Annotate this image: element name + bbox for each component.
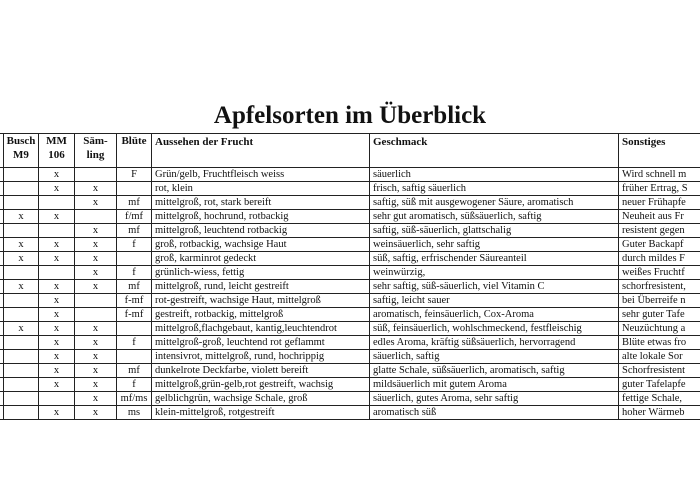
cell-bluete: f-mf [117,308,152,322]
cell-bluete: mf [117,280,152,294]
cell-saemling: x [75,238,117,252]
cell-busch: x [4,322,39,336]
cell-busch [4,406,39,420]
cell-sonstiges: guter Tafelapfe [619,378,700,392]
cell-mm: x [39,364,75,378]
cell-saemling [75,294,117,308]
cell-sonstiges: Neuzüchtung a [619,322,700,336]
cell-busch [4,350,39,364]
header-saemling: Säm- ling [75,134,117,168]
cell-aussehen: groß, rotbackig, wachsige Haut [152,238,370,252]
cell-geschmack: süß, feinsäuerlich, wohlschmeckend, festfleischig [370,322,619,336]
cell-mm: x [39,168,75,182]
table-row [0,252,700,266]
table-row [0,280,700,294]
cell-saemling: x [75,350,117,364]
cell-aussehen: gestreift, rotbackig, mittelgroß [152,308,370,322]
cell-mm: x [39,308,75,322]
cell-sonstiges: neuer Frühapfe [619,196,700,210]
cell-bluete [117,350,152,364]
cell-busch [4,364,39,378]
cell-aussehen: intensivrot, mittelgroß, rund, hochrippig [152,350,370,364]
cell-saemling: x [75,182,117,196]
cell-geschmack: sehr gut aromatisch, süßsäuerlich, saftig [370,210,619,224]
cell-bluete: f [117,336,152,350]
table-row [0,350,700,364]
cell-saemling: x [75,378,117,392]
table-body [0,168,700,420]
cell-sonstiges: durch mildes F [619,252,700,266]
table-row [0,364,700,378]
cell-geschmack: weinwürzig, [370,266,619,280]
cell-geschmack: weinsäuerlich, sehr saftig [370,238,619,252]
table-row [0,182,700,196]
cell-geschmack: frisch, saftig säuerlich [370,182,619,196]
cell-bluete: f [117,378,152,392]
cell-mm: x [39,252,75,266]
cell-sonstiges: schorfresistent, [619,280,700,294]
cell-mm: x [39,350,75,364]
cell-mm: x [39,294,75,308]
cell-geschmack: säuerlich, saftig [370,350,619,364]
document-title: Apfelsorten im Überblick [213,102,487,129]
cell-sonstiges: sehr guter Tafe [619,308,700,322]
cell-geschmack: aromatisch, feinsäuerlich, Cox-Aroma [370,308,619,322]
cell-aussehen: Grün/gelb, Fruchtfleisch weiss [152,168,370,182]
cell-geschmack: glatte Schale, süßsäuerlich, aromatisch, saftig [370,364,619,378]
table-row [0,168,700,182]
cell-busch [4,308,39,322]
table-row [0,238,700,252]
cell-bluete: F [117,168,152,182]
table-row [0,308,700,322]
cell-busch [4,392,39,406]
table-row [0,210,700,224]
cell-aussehen: mittelgroß, rund, leicht gestreift [152,280,370,294]
header-row [0,134,700,168]
cell-mm [39,392,75,406]
cell-mm [39,196,75,210]
cell-busch [4,182,39,196]
cell-aussehen: rot, klein [152,182,370,196]
cell-bluete: mf [117,364,152,378]
cell-aussehen: gelblichgrün, wachsige Schale, groß [152,392,370,406]
cell-saemling: x [75,364,117,378]
cell-sonstiges: Schorfresistent [619,364,700,378]
header-busch: Busch M9 [4,134,39,168]
cell-geschmack: sehr saftig, süß-säuerlich, viel Vitamin C [370,280,619,294]
cell-mm: x [39,378,75,392]
cell-mm: x [39,280,75,294]
cell-aussehen: mittelgroß, hochrund, rotbackig [152,210,370,224]
cell-bluete: ms [117,406,152,420]
table-row [0,322,700,336]
cell-busch: x [4,280,39,294]
cell-sonstiges: früher Ertrag, S [619,182,700,196]
cell-busch [4,196,39,210]
cell-mm: x [39,210,75,224]
header-bluete: Blüte [117,134,152,168]
cell-aussehen: mittelgroß-groß, leuchtend rot geflammt [152,336,370,350]
table-row [0,196,700,210]
cell-mm: x [39,322,75,336]
cell-bluete: f/mf [117,210,152,224]
cell-saemling [75,308,117,322]
cell-sonstiges: Blüte etwas fro [619,336,700,350]
cell-busch [4,378,39,392]
cell-busch [4,336,39,350]
cell-geschmack: saftig, süß mit ausgewogener Säure, aromatisch [370,196,619,210]
cell-busch: x [4,210,39,224]
table-row [0,294,700,308]
cell-busch [4,266,39,280]
cell-busch: x [4,252,39,266]
cell-saemling: x [75,196,117,210]
cell-bluete [117,182,152,196]
cell-geschmack: süß, saftig, erfrischender Säureanteil [370,252,619,266]
cell-sonstiges: hoher Wärmeb [619,406,700,420]
cell-bluete [117,322,152,336]
cell-bluete: f [117,266,152,280]
cell-geschmack: edles Aroma, kräftig süßsäuerlich, hervorragend [370,336,619,350]
table-row [0,406,700,420]
apple-varieties-table [0,133,700,420]
cell-geschmack: saftig, leicht sauer [370,294,619,308]
cell-mm: x [39,238,75,252]
cell-mm [39,266,75,280]
cell-mm: x [39,336,75,350]
cell-bluete: mf [117,224,152,238]
cell-saemling: x [75,224,117,238]
cell-sonstiges: resistent gegen [619,224,700,238]
cell-mm [39,224,75,238]
cell-saemling: x [75,266,117,280]
cell-bluete: mf/ms [117,392,152,406]
cell-bluete: mf [117,196,152,210]
cell-aussehen: mittelgroß, rot, stark bereift [152,196,370,210]
cell-saemling: x [75,280,117,294]
cell-aussehen: mittelgroß,flachgebaut, kantig,leuchtendrot [152,322,370,336]
cell-geschmack: säuerlich [370,168,619,182]
cell-aussehen: groß, karminrot gedeckt [152,252,370,266]
cell-sonstiges: Neuheit aus Fr [619,210,700,224]
cell-bluete: f-mf [117,294,152,308]
cell-saemling: x [75,252,117,266]
cell-saemling [75,168,117,182]
cell-mm: x [39,406,75,420]
cell-aussehen: rot-gestreift, wachsige Haut, mittelgroß [152,294,370,308]
header-sonstiges: Sonstiges [619,134,700,168]
table-row [0,378,700,392]
header-mm: MM 106 [39,134,75,168]
cell-geschmack: mildsäuerlich mit gutem Aroma [370,378,619,392]
cell-bluete: f [117,238,152,252]
header-geschmack: Geschmack [370,134,619,168]
cell-geschmack: saftig, süß-säuerlich, glattschalig [370,224,619,238]
cell-sonstiges: fettige Schale, [619,392,700,406]
cell-aussehen: mittelgroß,grün-gelb,rot gestreift, wachsig [152,378,370,392]
cell-saemling [75,210,117,224]
cell-geschmack: aromatisch süß [370,406,619,420]
cell-aussehen: dunkelrote Deckfarbe, violett bereift [152,364,370,378]
cell-aussehen: klein-mittelgroß, rotgestreift [152,406,370,420]
cell-saemling: x [75,336,117,350]
cell-aussehen: grünlich-wiess, fettig [152,266,370,280]
table-row [0,224,700,238]
cell-aussehen: mittelgroß, leuchtend rotbackig [152,224,370,238]
cell-saemling: x [75,322,117,336]
cell-busch [4,168,39,182]
cell-busch [4,294,39,308]
table-row [0,266,700,280]
cell-sonstiges: bei Überreife n [619,294,700,308]
cell-busch [4,224,39,238]
cell-sonstiges: Wird schnell m [619,168,700,182]
table-row [0,336,700,350]
cell-geschmack: säuerlich, gutes Aroma, sehr saftig [370,392,619,406]
table-row [0,392,700,406]
cell-saemling: x [75,392,117,406]
header-aussehen: Aussehen der Frucht [152,134,370,168]
cell-sonstiges: alte lokale Sor [619,350,700,364]
cell-busch: x [4,238,39,252]
cell-mm: x [39,182,75,196]
cell-sonstiges: weißes Fruchtf [619,266,700,280]
cell-saemling: x [75,406,117,420]
cell-sonstiges: Guter Backapf [619,238,700,252]
cell-bluete [117,252,152,266]
